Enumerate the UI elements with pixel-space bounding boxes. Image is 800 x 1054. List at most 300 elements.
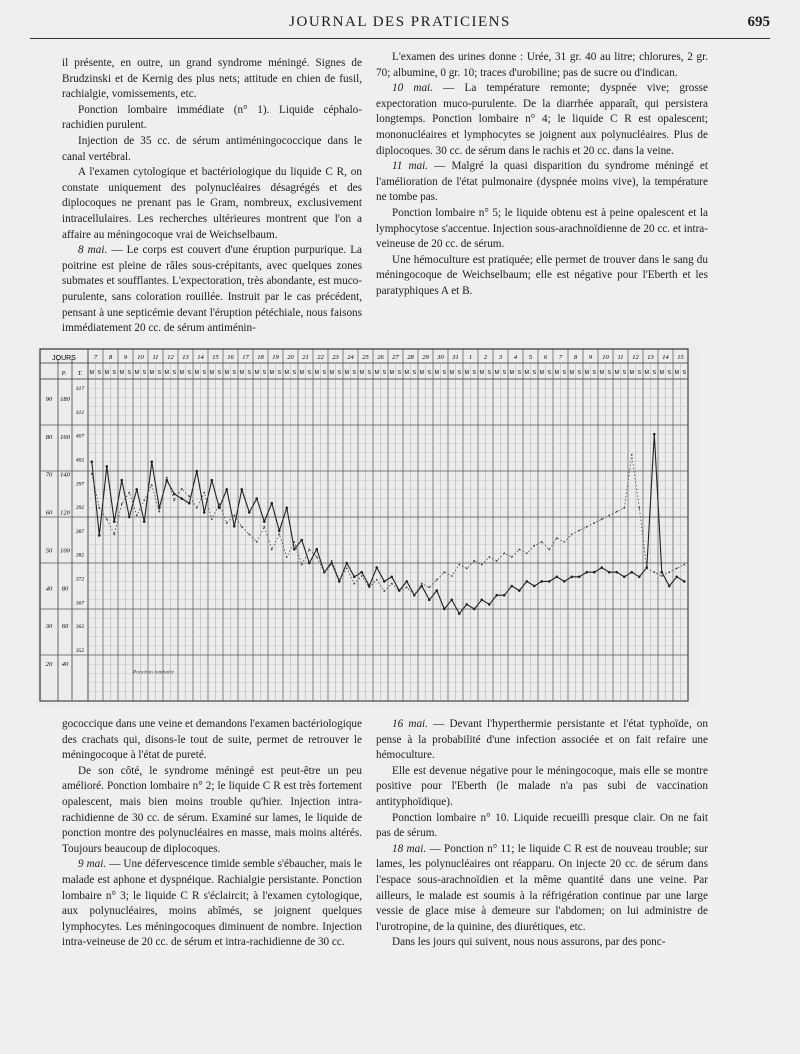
paragraph	[376, 159, 708, 206]
paragraph-text: Ponction lombaire immédiate (n° 1). Liquide céphalo-rachidien purulent.	[62, 103, 362, 132]
resp-tick-label: 30	[45, 623, 53, 631]
pulse-point	[113, 533, 115, 535]
pulse-point	[218, 503, 220, 505]
paragraph-text: — Ponction n° 11; le liquide C R est de nouveau trouble; sur lames, les polynucléaires ont réapparu. On injecte 20 cc. de sérum dans l'espace sous-arachnoïdien et la même quantité dans une veine. Par ailleurs, le malade est soumis à la réfrigération continue par une large vessie de glace mise à demeure sur l'abdomen; on lui administre de l'urotropine, de la quinine, des diurétiques, etc.	[376, 842, 709, 933]
temperature-point	[405, 580, 408, 583]
day-label: 12	[167, 354, 174, 361]
period-label: M	[194, 370, 200, 376]
period-label: S	[142, 370, 147, 376]
period-label: M	[254, 370, 260, 376]
temperature-point	[563, 580, 566, 583]
pulse-point	[166, 477, 168, 479]
period-label: S	[667, 370, 672, 376]
day-label: 30	[437, 354, 444, 361]
pulse-point	[181, 488, 183, 490]
paragraph	[376, 717, 708, 764]
pulse-point	[143, 499, 145, 501]
temperature-point	[653, 433, 656, 436]
pulse-point	[263, 526, 265, 528]
pulse-point	[563, 541, 565, 543]
temperature-point	[608, 571, 611, 574]
period-label: S	[487, 370, 492, 376]
pulse-point	[136, 514, 138, 516]
period-label: S	[682, 370, 687, 376]
temp-tick-label: 402	[75, 457, 85, 464]
day-label: 9	[123, 354, 128, 361]
temperature-point	[540, 580, 543, 583]
temperature-point	[525, 580, 528, 583]
temperature-point	[668, 585, 671, 588]
paragraph-text: Une hémoculture est pratiquée; elle permet de trouver dans le sang du méningocoque de Weichselbaum; elle est négative pour l'Eberth et les paratyphiques A et B.	[376, 253, 708, 297]
temperature-point	[98, 534, 101, 537]
pulse-point	[466, 568, 468, 570]
paragraph	[376, 50, 708, 81]
paragraph	[376, 764, 708, 811]
paragraph-text: il présente, en outre, un grand syndrome méningé. Signes de Brudzinski et de Kernig des plus nets; attitude en chien de fusil, rachialgie, vomissements, etc.	[62, 57, 362, 101]
pulse-point	[593, 522, 595, 524]
period-label: S	[562, 370, 567, 376]
pulse-point	[601, 518, 603, 520]
paragraph	[62, 717, 362, 764]
pulse-point	[308, 549, 310, 551]
pulse-point	[683, 564, 685, 566]
pulse-point	[361, 575, 363, 577]
period-label: S	[502, 370, 507, 376]
pulse-point	[173, 499, 175, 501]
day-label: 24	[347, 354, 354, 361]
day-label: 4	[513, 354, 518, 361]
period-label: M	[479, 370, 485, 376]
paragraph-text: Elle est devenue négative pour le méningocoque, mais elle se montre positive pour l'Eberth (le malade n'a pas subi de vaccination antityphoïdique).	[376, 764, 708, 808]
pulse-point	[376, 579, 378, 581]
pulse-point	[436, 579, 438, 581]
pulse-tick-label: 160	[60, 433, 70, 441]
temperature-point	[593, 571, 596, 574]
temperature-point	[480, 599, 483, 602]
temperature-point	[300, 539, 303, 542]
pulse-point	[121, 503, 123, 505]
period-label: S	[217, 370, 222, 376]
chart-background	[36, 345, 698, 707]
period-label: S	[517, 370, 522, 376]
pulse-point	[571, 533, 573, 535]
resp-tick-label: 20	[45, 661, 53, 669]
paragraph	[62, 243, 362, 337]
temp-axis-label: T.	[77, 371, 83, 377]
day-label: 28	[407, 354, 414, 361]
paragraph	[376, 811, 708, 842]
temperature-point	[615, 571, 618, 574]
pulse-point	[421, 583, 423, 585]
pulse-point	[383, 590, 385, 592]
paragraph	[376, 842, 708, 936]
day-label: 5	[528, 354, 533, 361]
period-label: S	[322, 370, 327, 376]
pulse-point	[451, 575, 453, 577]
pulse-point	[331, 560, 333, 562]
period-label: M	[359, 370, 365, 376]
day-label: 14	[662, 354, 669, 361]
period-label: M	[344, 370, 350, 376]
paragraph	[62, 165, 362, 243]
pulse-point	[518, 549, 520, 551]
pulse-point	[353, 583, 355, 585]
period-label: M	[134, 370, 140, 376]
period-label: S	[277, 370, 282, 376]
day-label: 13	[647, 354, 654, 361]
day-label: 13	[182, 354, 189, 361]
paragraph-text: A l'examen cytologique et bactériologique du liquide C R, on constate uniquement des polynucléaires désagrégés et des diplocoques ne prenant pas le Gram, nombreux, exclusivement intracellulaires. Les recherches ultérieures montrent que l'on a affaire au méningocoque vrai de Weichselbaum.	[62, 166, 362, 241]
temperature-point	[473, 608, 476, 611]
period-label: M	[659, 370, 665, 376]
entry-date: 9 mai.	[78, 858, 107, 871]
temperature-point	[113, 520, 116, 523]
period-label: M	[494, 370, 500, 376]
temp-tick-label: 382	[75, 552, 85, 559]
temperature-point	[135, 488, 138, 491]
period-label: M	[404, 370, 410, 376]
temperature-point	[150, 461, 153, 464]
temperature-chart-svg	[36, 345, 698, 707]
temperature-point	[585, 571, 588, 574]
period-label: S	[172, 370, 177, 376]
pulse-point	[338, 579, 340, 581]
period-label: S	[247, 370, 252, 376]
period-label: M	[284, 370, 290, 376]
period-label: M	[239, 370, 245, 376]
day-label: 27	[392, 354, 399, 361]
day-label: 11	[617, 354, 624, 361]
page-number: 695	[747, 14, 770, 30]
pulse-point	[106, 518, 108, 520]
period-label: M	[509, 370, 515, 376]
paragraph-text: Injection de 35 cc. de sérum antiméningococcique dans le canal vertébral.	[62, 134, 362, 163]
pulse-point	[511, 556, 513, 558]
paragraph	[62, 857, 362, 951]
pulse-point	[406, 586, 408, 588]
paragraph-text: Dans les jours qui suivent, nous nous assurons, par des ponc-	[392, 936, 666, 949]
pulse-point	[196, 507, 198, 509]
day-label: 9	[588, 354, 593, 361]
period-label: M	[164, 370, 170, 376]
pulse-point	[458, 564, 460, 566]
temperature-point	[345, 562, 348, 565]
day-label: 6	[543, 354, 548, 361]
temperature-point	[270, 502, 273, 505]
paragraph-text: De son côté, le syndrome méningé est peut-être un peu amélioré. Ponction lombaire n° 2; le liquide C R est très fortement opalescent, mais bien moins trouble qu'hier. Injection intra-rachidienne de 30 cc. de sérum. Examiné sur lames, le liquide de ponction montre des polynucléaires en masse, mais moins altérés. Toujours beaucoup de diplocoques.	[62, 764, 362, 855]
period-label: S	[307, 370, 312, 376]
temperature-point	[570, 576, 573, 579]
period-label: S	[262, 370, 267, 376]
paragraph	[376, 253, 708, 300]
period-label: S	[427, 370, 432, 376]
period-label: S	[112, 370, 117, 376]
period-label: S	[532, 370, 537, 376]
pulse-point	[676, 568, 678, 570]
paragraph-text: — Une défervescence timide semble s'ébaucher, mais le malade est aphone et dyspnéique. Rachialgie persistante. Ponction lombaire n° 3; le liquide C R s'éclaircit; à l'examen cytologique, aux polynucléaires, moins abîmés, se joignent quelques lymphocytes. Les méningocoques diminuent de nombre. Injection intra-veineuse de 20 cc. de sérum et intra-rachidienne de 30 cc.	[62, 858, 362, 949]
pulse-tick-label: 60	[61, 623, 69, 631]
temperature-point	[315, 548, 318, 551]
temperature-point	[383, 580, 386, 583]
period-label: M	[269, 370, 275, 376]
day-label: 18	[257, 354, 264, 361]
pulse-point	[241, 526, 243, 528]
temperature-point	[495, 594, 498, 597]
right-column-bottom	[376, 717, 708, 951]
entry-date: 10 mai.	[392, 82, 433, 95]
pulse-point	[323, 571, 325, 573]
resp-tick-label: 90	[45, 395, 53, 403]
period-label: S	[622, 370, 627, 376]
entry-date: 16 mai.	[392, 718, 428, 730]
temperature-point	[638, 576, 641, 579]
temperature-point	[180, 497, 183, 500]
paragraph	[62, 764, 362, 858]
period-label: M	[584, 370, 590, 376]
day-label: 23	[332, 354, 339, 361]
temperature-point	[128, 516, 131, 519]
period-label: M	[539, 370, 545, 376]
period-label: M	[104, 370, 110, 376]
period-label: M	[599, 370, 605, 376]
day-label: 21	[302, 354, 309, 361]
temperature-point	[443, 608, 446, 611]
period-label: M	[389, 370, 395, 376]
paragraph-text: Ponction lombaire n° 10. Liquide recueilli presque clair. On ne fait pas de sérum.	[376, 811, 708, 840]
temperature-point	[360, 571, 363, 574]
temperature-point	[293, 548, 296, 551]
left-column-top	[62, 56, 362, 337]
period-label: S	[412, 370, 417, 376]
paragraph-text: — Malgré la quasi disparition du syndrome méningé et l'amélioration de l'état pulmonaire (dyspnée moins vive), la température ne tombe pas.	[376, 160, 708, 204]
pulse-point	[151, 484, 153, 486]
paragraph-text: Ponction lombaire n° 5; le liquide obtenu est à peine opalescent et la lymphocytose s'accentue. Injection sous-arachnoïdienne de 20 cc. et intra-veineuse de 20 cc. de sérum.	[376, 206, 708, 251]
temperature-point	[390, 576, 393, 579]
pulse-point	[226, 522, 228, 524]
period-label: S	[187, 370, 192, 376]
entry-date: 18 mai.	[392, 842, 427, 855]
day-label: 11	[152, 354, 159, 361]
period-label: S	[442, 370, 447, 376]
temperature-point	[225, 488, 228, 491]
temperature-point	[428, 599, 431, 602]
pulse-point	[271, 549, 273, 551]
paragraph-text: — Devant l'hyperthermie persistante et l'état typhoïde, on pense à la probabilité d'une infection associée et on fait refaire une hémoculture.	[376, 718, 708, 762]
pulse-point	[428, 586, 430, 588]
period-label: M	[89, 370, 95, 376]
period-label: M	[374, 370, 380, 376]
period-label: S	[367, 370, 372, 376]
period-label: M	[674, 370, 680, 376]
temperature-point	[120, 479, 123, 482]
pulse-tick-label: 40	[61, 661, 69, 669]
temperature-point	[90, 461, 93, 464]
resp-tick-label: 60	[45, 509, 53, 517]
resp-tick-label: 50	[45, 547, 53, 555]
temperature-point	[510, 585, 513, 588]
temperature-point	[503, 594, 506, 597]
period-label: S	[202, 370, 207, 376]
temperature-point	[555, 576, 558, 579]
temperature-point	[278, 530, 281, 533]
pulse-point	[556, 537, 558, 539]
day-label: 19	[272, 354, 279, 361]
temp-tick-label: 417	[75, 386, 85, 392]
temperature-point	[308, 562, 311, 565]
period-label: M	[524, 370, 530, 376]
pulse-tick-label: 100	[60, 547, 70, 555]
left-column-bottom	[62, 717, 362, 951]
temperature-point	[435, 589, 438, 592]
temperature-point	[488, 603, 491, 606]
temperature-point	[578, 576, 581, 579]
pulse-point	[631, 454, 633, 456]
paragraph	[62, 103, 362, 134]
pulse-point	[586, 526, 588, 528]
journal-title: JOURNAL DES PRATICIENS	[289, 14, 511, 30]
day-label: 15	[212, 354, 219, 361]
temperature-point	[623, 576, 626, 579]
pulse-point	[503, 552, 505, 554]
period-label: S	[127, 370, 132, 376]
pulse-point	[653, 571, 655, 573]
pulse-point	[623, 507, 625, 509]
day-label: 8	[573, 354, 578, 361]
pulse-point	[443, 571, 445, 573]
period-label: S	[577, 370, 582, 376]
jours-label: JOURS	[52, 355, 76, 362]
pulse-point	[286, 556, 288, 558]
temperature-point	[683, 580, 686, 583]
page-header	[30, 12, 770, 39]
paragraph	[62, 134, 362, 165]
temperature-point	[263, 520, 266, 523]
temp-tick-label: 362	[75, 624, 85, 631]
period-label: S	[592, 370, 597, 376]
pulse-tick-label: 140	[60, 471, 70, 479]
period-label: M	[554, 370, 560, 376]
temperature-point	[188, 502, 191, 505]
temperature-point	[518, 589, 521, 592]
period-label: M	[629, 370, 635, 376]
pulse-point	[541, 541, 543, 543]
temperature-point	[285, 507, 288, 510]
pulse-point	[91, 473, 93, 475]
temperature-point	[233, 525, 236, 528]
pulse-point	[488, 556, 490, 558]
temperature-point	[105, 465, 108, 468]
period-label: M	[434, 370, 440, 376]
pulse-tick-label: 80	[61, 585, 69, 593]
temp-tick-label: 372	[75, 576, 85, 583]
pulse-point	[233, 514, 235, 516]
temperature-point	[353, 576, 356, 579]
temperature-point	[533, 585, 536, 588]
temperature-point	[465, 603, 468, 606]
period-label: S	[652, 370, 657, 376]
pulse-point	[548, 549, 550, 551]
temperature-point	[248, 511, 251, 514]
period-label: M	[419, 370, 425, 376]
pulse-tick-label: 180	[60, 395, 70, 403]
period-label: M	[119, 370, 125, 376]
temperature-point	[218, 507, 221, 510]
period-label: S	[397, 370, 402, 376]
pulse-point	[398, 590, 400, 592]
paragraph-text: — La température remonte; dyspnée vive; grosse expectoration muco-purulente. De la diarrhée apparaît, qui persistera longtemps. Ponction lombaire n° 4; le liquide C R est opalescent; mononucléaires et lymphocytes se joignent aux polynucléaires. Plus de diplocoques. 30 cc. de sérum dans le rachis et 20 cc. dans la veine.	[376, 82, 708, 157]
temperature-point	[458, 612, 461, 615]
period-label: S	[292, 370, 297, 376]
right-column-top	[376, 50, 708, 300]
pulse-point	[533, 545, 535, 547]
day-label: 29	[422, 354, 429, 361]
paragraph-text: L'examen des urines donne : Urée, 31 gr. 40 au litre; chlorures, 2 gr. 70; albumine, 0 gr. 10; traces d'urobiline; pas de sucre ou d'indican.	[376, 51, 708, 79]
pulse-point	[98, 507, 100, 509]
pulse-point	[301, 564, 303, 566]
paragraph-text: gococcique dans une veine et demandons l'examen bactériologique des crachats qui, disons-le tout de suite, permet de retrouver le méningocoque à l'état de pureté.	[62, 718, 362, 762]
pulse-point	[128, 492, 130, 494]
day-label: 20	[287, 354, 294, 361]
temperature-point	[450, 599, 453, 602]
day-label: 1	[468, 354, 473, 361]
day-label: 14	[197, 354, 204, 361]
period-label: M	[329, 370, 335, 376]
pulse-point	[413, 594, 415, 596]
paragraph	[376, 935, 708, 951]
period-label: M	[449, 370, 455, 376]
day-label: 10	[602, 354, 609, 361]
day-label: 26	[377, 354, 384, 361]
period-label: S	[637, 370, 642, 376]
day-label: 10	[137, 354, 144, 361]
day-label: 7	[93, 354, 98, 361]
temperature-point	[210, 479, 213, 482]
temperature-point	[600, 566, 603, 569]
period-label: S	[157, 370, 162, 376]
pulse-point	[608, 514, 610, 516]
temperature-point	[203, 511, 206, 514]
temperature-point	[173, 493, 176, 496]
pulse-point	[248, 533, 250, 535]
pulse-point	[211, 518, 213, 520]
pulse-point	[278, 533, 280, 535]
resp-tick-label: 40	[45, 585, 53, 593]
temp-tick-label: 352	[75, 648, 85, 654]
pulse-point	[203, 492, 205, 494]
day-label: 2	[483, 354, 488, 361]
pulse-point	[578, 530, 580, 532]
temperature-point	[195, 470, 198, 473]
chart-annotation: Ponction lombaire	[133, 669, 174, 676]
temperature-point	[143, 520, 146, 523]
temperature-point	[548, 580, 551, 583]
temperature-point	[375, 566, 378, 569]
period-label: M	[299, 370, 305, 376]
pulse-point	[646, 568, 648, 570]
pulse-point	[346, 568, 348, 570]
temperature-point	[660, 571, 663, 574]
pulse-point	[526, 552, 528, 554]
temp-tick-label: 387	[75, 528, 85, 535]
period-label: M	[149, 370, 155, 376]
temperature-point	[240, 488, 243, 491]
period-label: S	[232, 370, 237, 376]
pulse-point	[616, 511, 618, 513]
paragraph-text: — Le corps est couvert d'une éruption purpurique. La poitrine est pleine de râles sous-crépitants, avec quelques zones submates et soufflantes. L'expectoration, très abondante, est muco-purulente, sans coloration rouillée. Instruit par le cas précédent, pensant à une septicémie devant l'éruption pétéchiale, nous faisons immédiatement 20 cc. de sérum antiménin-	[62, 244, 363, 335]
day-label: 25	[362, 354, 369, 361]
resp-tick-label: 80	[45, 433, 53, 441]
period-label: M	[614, 370, 620, 376]
